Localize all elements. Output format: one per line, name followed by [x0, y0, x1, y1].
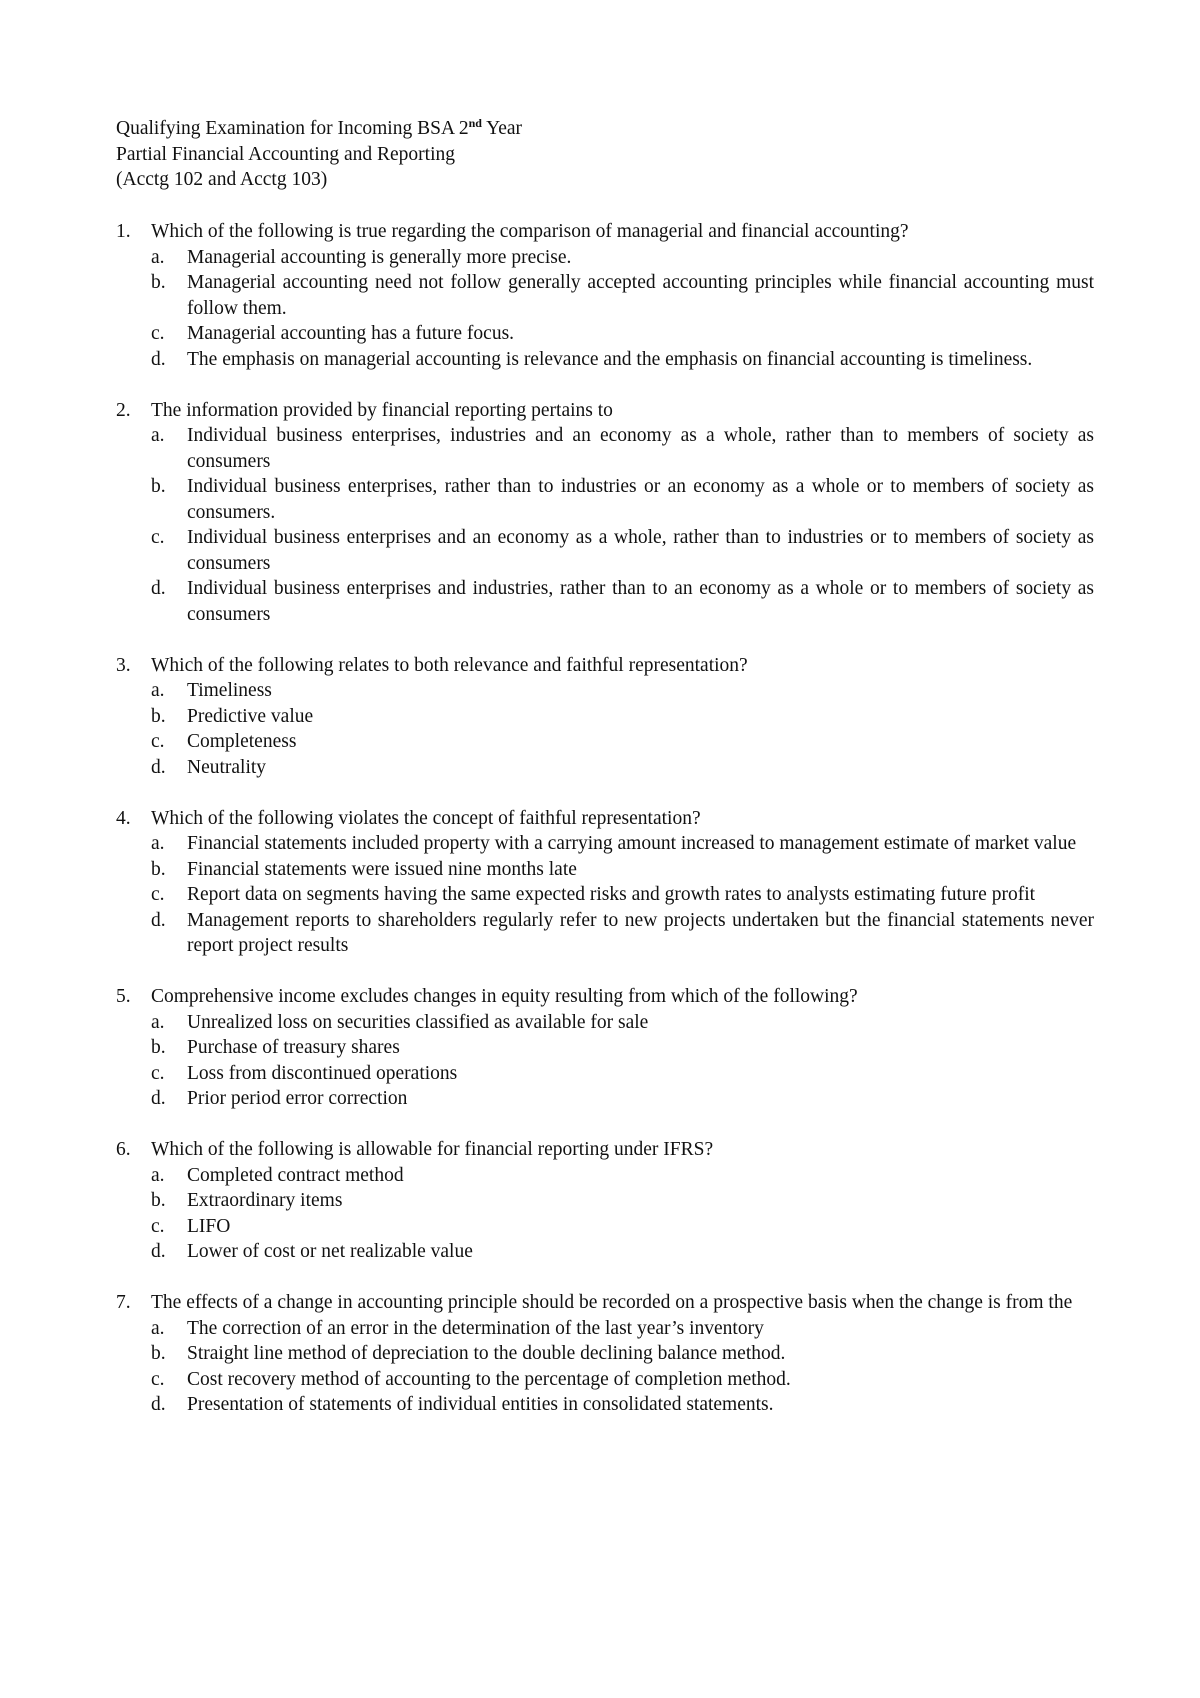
- option-text: Neutrality: [187, 756, 267, 778]
- option-letter: b.: [151, 1037, 166, 1058]
- question-7: [116, 1290, 1094, 1418]
- question-number: 2.: [116, 399, 131, 421]
- option-letter: b.: [151, 1190, 166, 1211]
- option-text: Managerial accounting is generally more precise.: [187, 246, 572, 268]
- option-text: Individual business enterprises and an economy as a whole, rather than to industries or to members of society as consumers: [187, 527, 1094, 574]
- option-letter: a.: [151, 246, 165, 268]
- answer-option: [116, 1214, 1094, 1240]
- exam-title-suffix: Year: [481, 118, 523, 139]
- answer-option: [116, 1341, 1094, 1367]
- option-letter: b.: [151, 1343, 166, 1364]
- answer-option: [116, 576, 1094, 627]
- option-letter: d.: [151, 909, 166, 931]
- option-text: Managerial accounting has a future focus.: [187, 323, 515, 344]
- option-text: Financial statements included property with a carrying amount increased to management estimate of market value: [187, 833, 1077, 854]
- option-letter: d.: [151, 1394, 166, 1415]
- option-letter: a.: [151, 1164, 165, 1186]
- question-text: Which of the following is allowable for financial reporting under IFRS?: [151, 1139, 714, 1160]
- question-number: 7.: [116, 1292, 131, 1313]
- question-number: 3.: [116, 654, 131, 676]
- answer-option: [116, 270, 1094, 321]
- option-text: Extraordinary items: [187, 1190, 343, 1211]
- option-letter: d.: [151, 1241, 166, 1262]
- option-text: Predictive value: [187, 705, 314, 727]
- option-letter: a.: [151, 1317, 165, 1339]
- option-letter: a.: [151, 1011, 165, 1033]
- question-stem: [116, 398, 1094, 424]
- option-text: Completeness: [187, 731, 297, 752]
- option-letter: a.: [151, 833, 165, 854]
- answer-option: [116, 474, 1094, 525]
- question-list: [116, 219, 1094, 1443]
- option-text: Lower of cost or net realizable value: [187, 1241, 473, 1262]
- answer-option: [116, 1086, 1094, 1112]
- question-stem: [116, 1290, 1094, 1316]
- option-text: Report data on segments having the same expected risks and growth rates to analysts estimating future profit: [187, 884, 1036, 905]
- question-stem: [116, 984, 1094, 1010]
- question-5: [116, 984, 1094, 1112]
- question-stem: [116, 1137, 1094, 1163]
- option-letter: d.: [151, 578, 166, 599]
- question-text: Which of the following is true regarding the comparison of managerial and financial accounting?: [151, 221, 909, 242]
- option-text: Loss from discontinued operations: [187, 1062, 458, 1084]
- exam-title-superscript: nd: [468, 116, 482, 130]
- question-number: 1.: [116, 221, 131, 242]
- option-text: Management reports to shareholders regularly refer to new projects undertaken but the financial statements never report project results: [187, 909, 1094, 956]
- answer-option: [116, 1035, 1094, 1061]
- option-letter: b.: [151, 476, 166, 497]
- option-letter: c.: [151, 527, 165, 548]
- option-text: Managerial accounting need not follow generally accepted accounting principles while financial accounting must follow them.: [187, 272, 1094, 319]
- answer-option: [116, 678, 1094, 704]
- question-text: Which of the following violates the concept of faithful representation?: [151, 807, 701, 829]
- option-text: Purchase of treasury shares: [187, 1037, 400, 1058]
- option-text: Financial statements were issued nine months late: [187, 858, 577, 880]
- option-letter: d.: [151, 348, 166, 370]
- answer-option: [116, 1163, 1094, 1189]
- option-letter: c.: [151, 323, 165, 344]
- question-1: [116, 219, 1094, 372]
- answer-option: [116, 729, 1094, 755]
- option-text: Completed contract method: [187, 1164, 404, 1186]
- option-text: Individual business enterprises and industries, rather than to an economy as a whole or to members of society as consumers: [187, 578, 1094, 625]
- question-stem: [116, 806, 1094, 832]
- answer-option: [116, 908, 1094, 959]
- option-text: Individual business enterprises, industries and an economy as a whole, rather than to members of society as consumers: [187, 425, 1094, 472]
- answer-option: [116, 1239, 1094, 1265]
- option-text: Timeliness: [187, 680, 272, 701]
- question-stem: [116, 219, 1094, 245]
- option-letter: d.: [151, 1088, 166, 1109]
- option-text: Straight line method of depreciation to the double declining balance method.: [187, 1343, 786, 1364]
- question-text: The information provided by financial reporting pertains to: [151, 399, 613, 421]
- option-letter: b.: [151, 705, 166, 727]
- answer-option: [116, 1367, 1094, 1393]
- option-letter: c.: [151, 1368, 165, 1390]
- answer-option: [116, 704, 1094, 730]
- answer-option: [116, 525, 1094, 576]
- answer-option: [116, 1392, 1094, 1418]
- answer-option: [116, 1188, 1094, 1214]
- question-number: 5.: [116, 986, 131, 1007]
- option-letter: c.: [151, 1215, 165, 1237]
- option-letter: b.: [151, 858, 166, 880]
- question-number: 4.: [116, 807, 131, 829]
- answer-option: [116, 321, 1094, 347]
- answer-option: [116, 755, 1094, 781]
- option-text: Unrealized loss on securities classified as available for sale: [187, 1011, 649, 1033]
- answer-option: [116, 423, 1094, 474]
- answer-option: [116, 1061, 1094, 1087]
- option-letter: a.: [151, 425, 165, 446]
- answer-option: [116, 1316, 1094, 1342]
- option-letter: c.: [151, 1062, 165, 1084]
- option-letter: b.: [151, 272, 166, 293]
- question-6: [116, 1137, 1094, 1265]
- answer-option: [116, 245, 1094, 271]
- answer-option: [116, 347, 1094, 373]
- option-letter: c.: [151, 884, 165, 905]
- option-text: Prior period error correction: [187, 1088, 408, 1109]
- exam-course-codes: (Acctg 102 and Acctg 103): [116, 169, 328, 190]
- option-letter: d.: [151, 756, 166, 778]
- question-number: 6.: [116, 1139, 131, 1160]
- exam-title: [116, 116, 1096, 142]
- answer-option: [116, 1010, 1094, 1036]
- answer-option: [116, 831, 1094, 857]
- answer-option: [116, 857, 1094, 883]
- option-text: The correction of an error in the determination of the last year’s inventory: [187, 1317, 764, 1339]
- exam-title-text: Qualifying Examination for Incoming BSA 2: [116, 118, 469, 139]
- exam-subtitle: Partial Financial Accounting and Reporting: [116, 143, 456, 165]
- question-4: [116, 806, 1094, 959]
- question-2: [116, 398, 1094, 628]
- question-text: Comprehensive income excludes changes in equity resulting from which of the following?: [151, 986, 858, 1007]
- answer-option: [116, 882, 1094, 908]
- option-letter: a.: [151, 680, 165, 701]
- option-text: Individual business enterprises, rather than to industries or an economy as a whole or to members of society as consumers.: [187, 476, 1094, 523]
- option-letter: c.: [151, 731, 165, 752]
- option-text: The emphasis on managerial accounting is relevance and the emphasis on financial accounting is timeliness.: [187, 348, 1033, 370]
- option-text: Presentation of statements of individual entities in consolidated statements.: [187, 1394, 774, 1415]
- question-text: The effects of a change in accounting principle should be recorded on a prospective basis when the change is from the: [151, 1292, 1073, 1313]
- question-text: Which of the following relates to both relevance and faithful representation?: [151, 654, 748, 676]
- exam-header: [116, 116, 1096, 193]
- option-text: Cost recovery method of accounting to the percentage of completion method.: [187, 1368, 791, 1390]
- question-3: [116, 653, 1094, 781]
- option-text: LIFO: [187, 1215, 231, 1237]
- question-stem: [116, 653, 1094, 679]
